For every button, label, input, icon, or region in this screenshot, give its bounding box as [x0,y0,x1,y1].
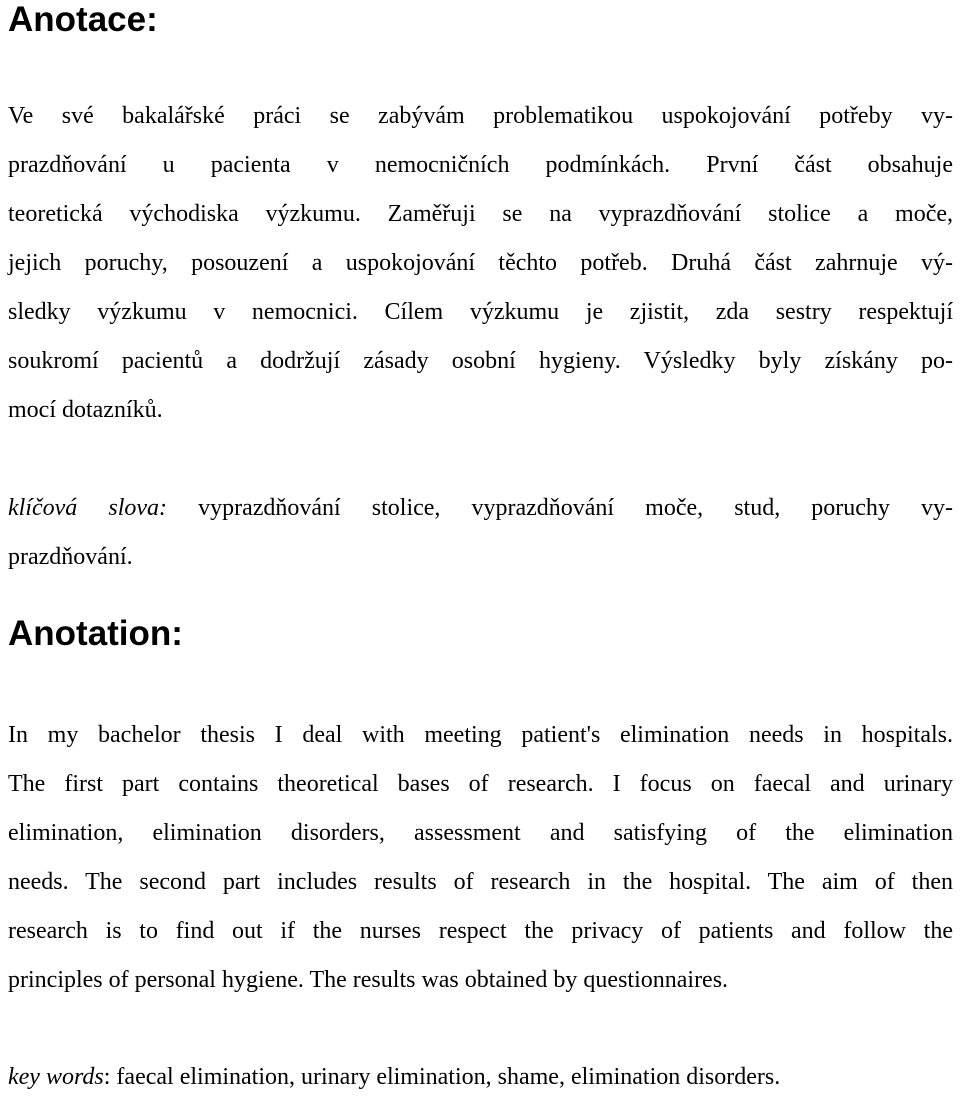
czech-keywords-line [8,484,953,533]
english-paragraph-line: In my bachelor thesis I deal with meeting patient's elimination needs in hospitals. [8,722,953,748]
czech-keywords-line: prazdňování. [8,544,133,570]
czech-annotation-paragraph [8,92,953,435]
czech-paragraph-line: prazdňování u pacienta v nemocničních podmínkách. První část obsahuje [8,152,953,178]
english-keywords [8,1053,953,1102]
czech-paragraph-line: mocí dotazníků. [8,397,163,423]
english-annotation-paragraph [8,711,953,1005]
english-keywords-label: key words [8,1064,104,1090]
czech-paragraph-line: sledky výzkumu v nemocnici. Cílem výzkumu je zjistit, zda sestry respektují [8,299,953,325]
english-paragraph-line: principles of personal hygiene. The results was obtained by questionnaires. [8,967,729,993]
czech-paragraph-line: teoretická východiska výzkumu. Zaměřuji se na vyprazdňování stolice a moče, [8,201,953,227]
english-annotation-heading: Anotation: [8,614,183,653]
english-paragraph-line: needs. The second part includes results of research in the hospital. The aim of then [8,869,953,895]
english-paragraph-line: The first part contains theoretical bases of research. I focus on faecal and urinary [8,771,953,797]
czech-keywords [8,484,953,582]
czech-paragraph-line: jejich poruchy, posouzení a uspokojování těchto potřeb. Druhá část zahrnuje vý- [8,250,953,276]
english-paragraph-line: elimination, elimination disorders, assessment and satisfying of the elimination [8,820,953,846]
english-keywords-text: : faecal elimination, urinary elimination, shame, elimination disorders. [103,1064,781,1090]
english-keywords-line [8,1053,953,1102]
czech-paragraph-line: Ve své bakalářské práci se zabývám problematikou uspokojování potřeby vy- [8,103,953,129]
czech-paragraph-line: soukromí pacientů a dodržují zásady osobní hygieny. Výsledky byly získány po- [8,348,953,374]
english-paragraph-line: research is to find out if the nurses respect the privacy of patients and follow the [8,918,953,944]
czech-keywords-text: vyprazdňování stolice, vyprazdňování moče, stud, poruchy vy- [167,495,953,521]
czech-annotation-heading: Anotace: [8,0,158,39]
czech-keywords-label: klíčová slova: [8,495,168,521]
